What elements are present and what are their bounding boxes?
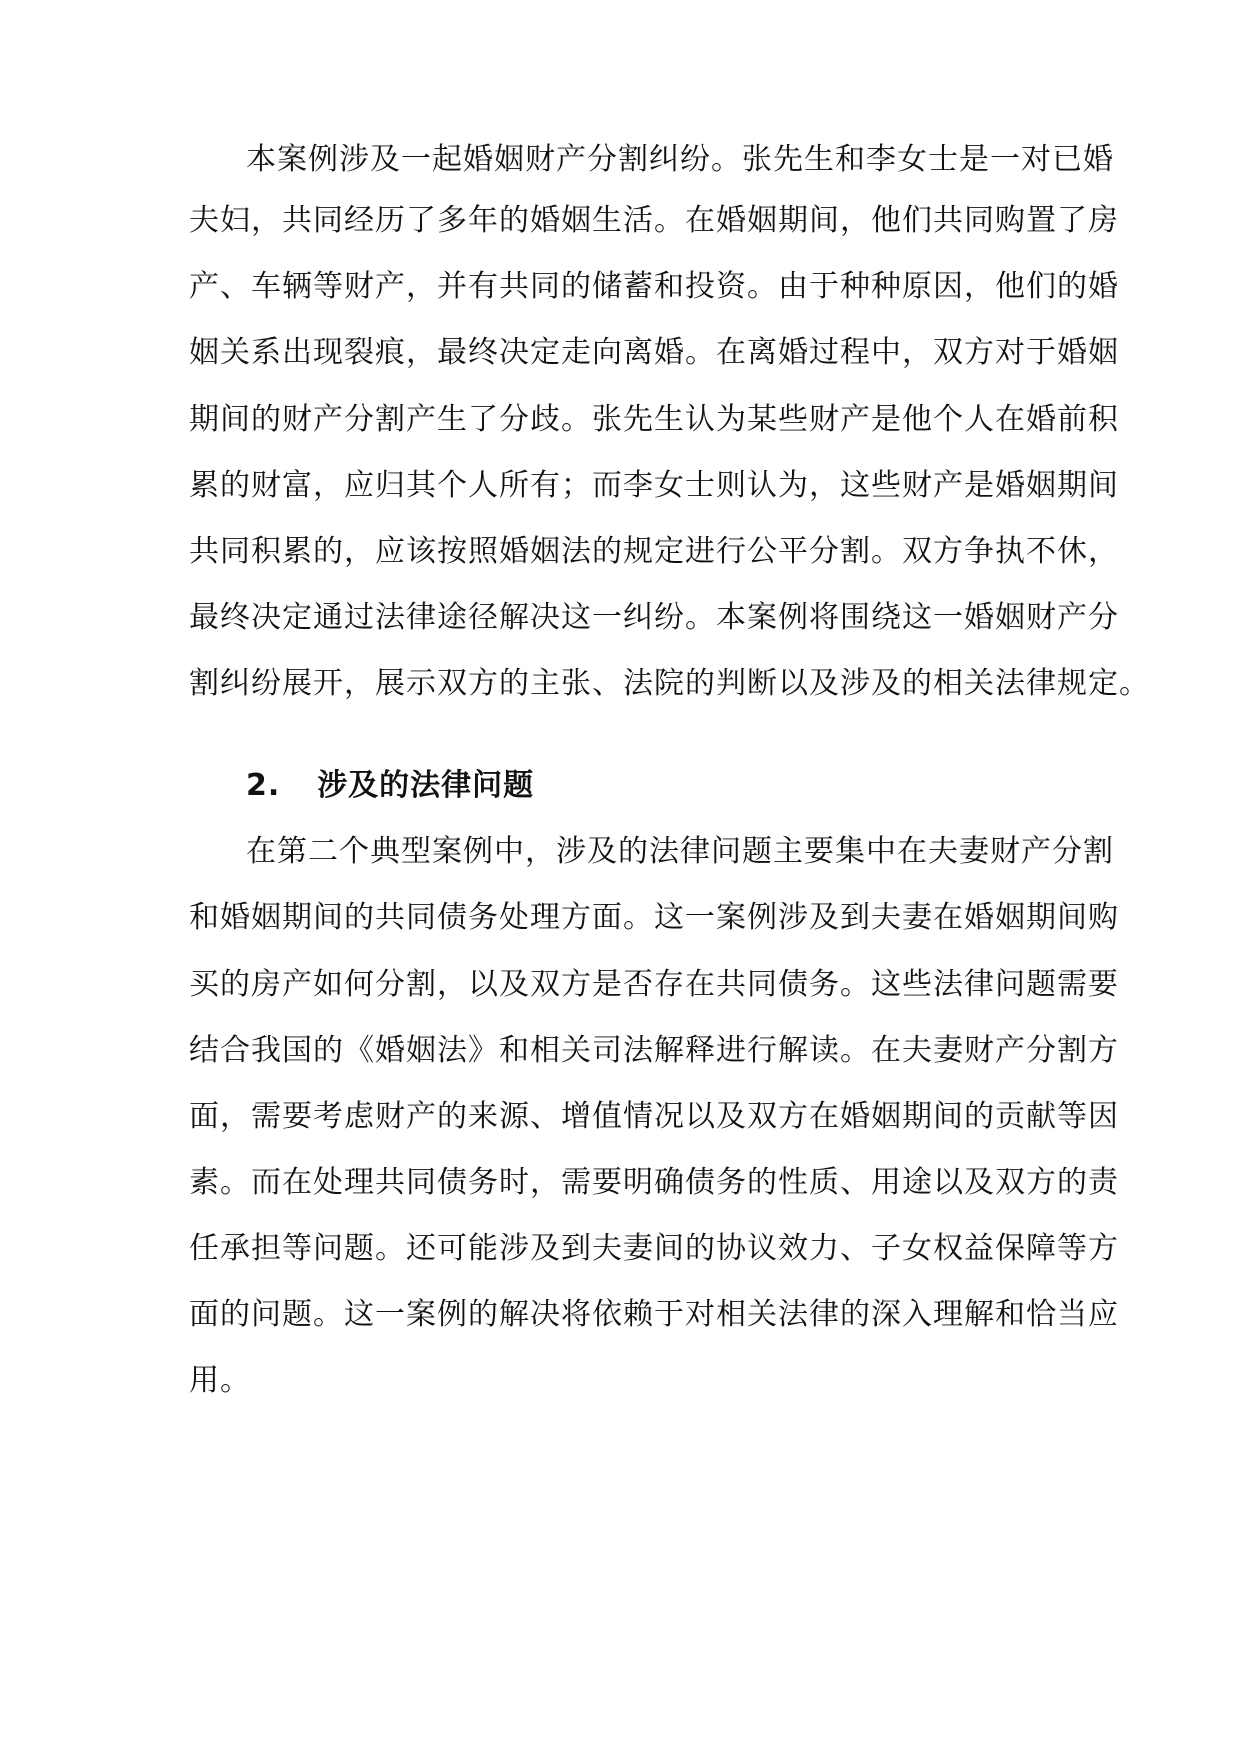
paragraph-line: 夫妇，共同经历了多年的婚姻生活。在婚姻期间，他们共同购置了房 [189, 203, 1119, 238]
paragraph-line: 买的房产如何分割，以及双方是否存在共同债务。这些法律问题需要 [189, 967, 1119, 1002]
section-title: 涉及的法律问题 [317, 768, 535, 803]
paragraph-line: 期间的财产分割产生了分歧。张先生认为某些财产是他个人在婚前积 [189, 402, 1119, 437]
paragraph-line: 在第二个典型案例中，涉及的法律问题主要集中在夫妻财产分割 [246, 834, 1114, 869]
paragraph-line: 累的财富，应归其个人所有；而李女士则认为，这些财产是婚姻期间 [189, 468, 1119, 503]
paragraph-line: 和婚姻期间的共同债务处理方面。这一案例涉及到夫妻在婚姻期间购 [189, 900, 1119, 935]
paragraph-line: 产、车辆等财产，并有共同的储蓄和投资。由于种种原因，他们的婚 [189, 269, 1119, 304]
paragraph-line: 任承担等问题。还可能涉及到夫妻间的协议效力、子女权益保障等方 [189, 1231, 1119, 1266]
paragraph-line: 用。 [189, 1363, 251, 1398]
paragraph-line: 割纠纷展开，展示双方的主张、法院的判断以及涉及的相关法律规定。 [189, 666, 1150, 701]
paragraph-line: 最终决定通过法律途径解决这一纠纷。本案例将围绕这一婚姻财产分 [189, 600, 1119, 635]
section-heading [246, 766, 534, 806]
paragraph-line: 面的问题。这一案例的解决将依赖于对相关法律的深入理解和恰当应 [189, 1297, 1119, 1332]
section-number: 2. [246, 768, 281, 803]
paragraph-line: 面，需要考虑财产的来源、增值情况以及双方在婚姻期间的贡献等因 [189, 1099, 1119, 1134]
paragraph-line: 结合我国的《婚姻法》和相关司法解释进行解读。在夫妻财产分割方 [189, 1033, 1119, 1068]
paragraph-line: 共同积累的，应该按照婚姻法的规定进行公平分割。双方争执不休， [189, 534, 1119, 569]
paragraph-line: 本案例涉及一起婚姻财产分割纠纷。张先生和李女士是一对已婚 [246, 142, 1114, 177]
paragraph-line: 姻关系出现裂痕，最终决定走向离婚。在离婚过程中，双方对于婚姻 [189, 335, 1119, 370]
paragraph-line: 素。而在处理共同债务时，需要明确债务的性质、用途以及双方的责 [189, 1165, 1119, 1200]
